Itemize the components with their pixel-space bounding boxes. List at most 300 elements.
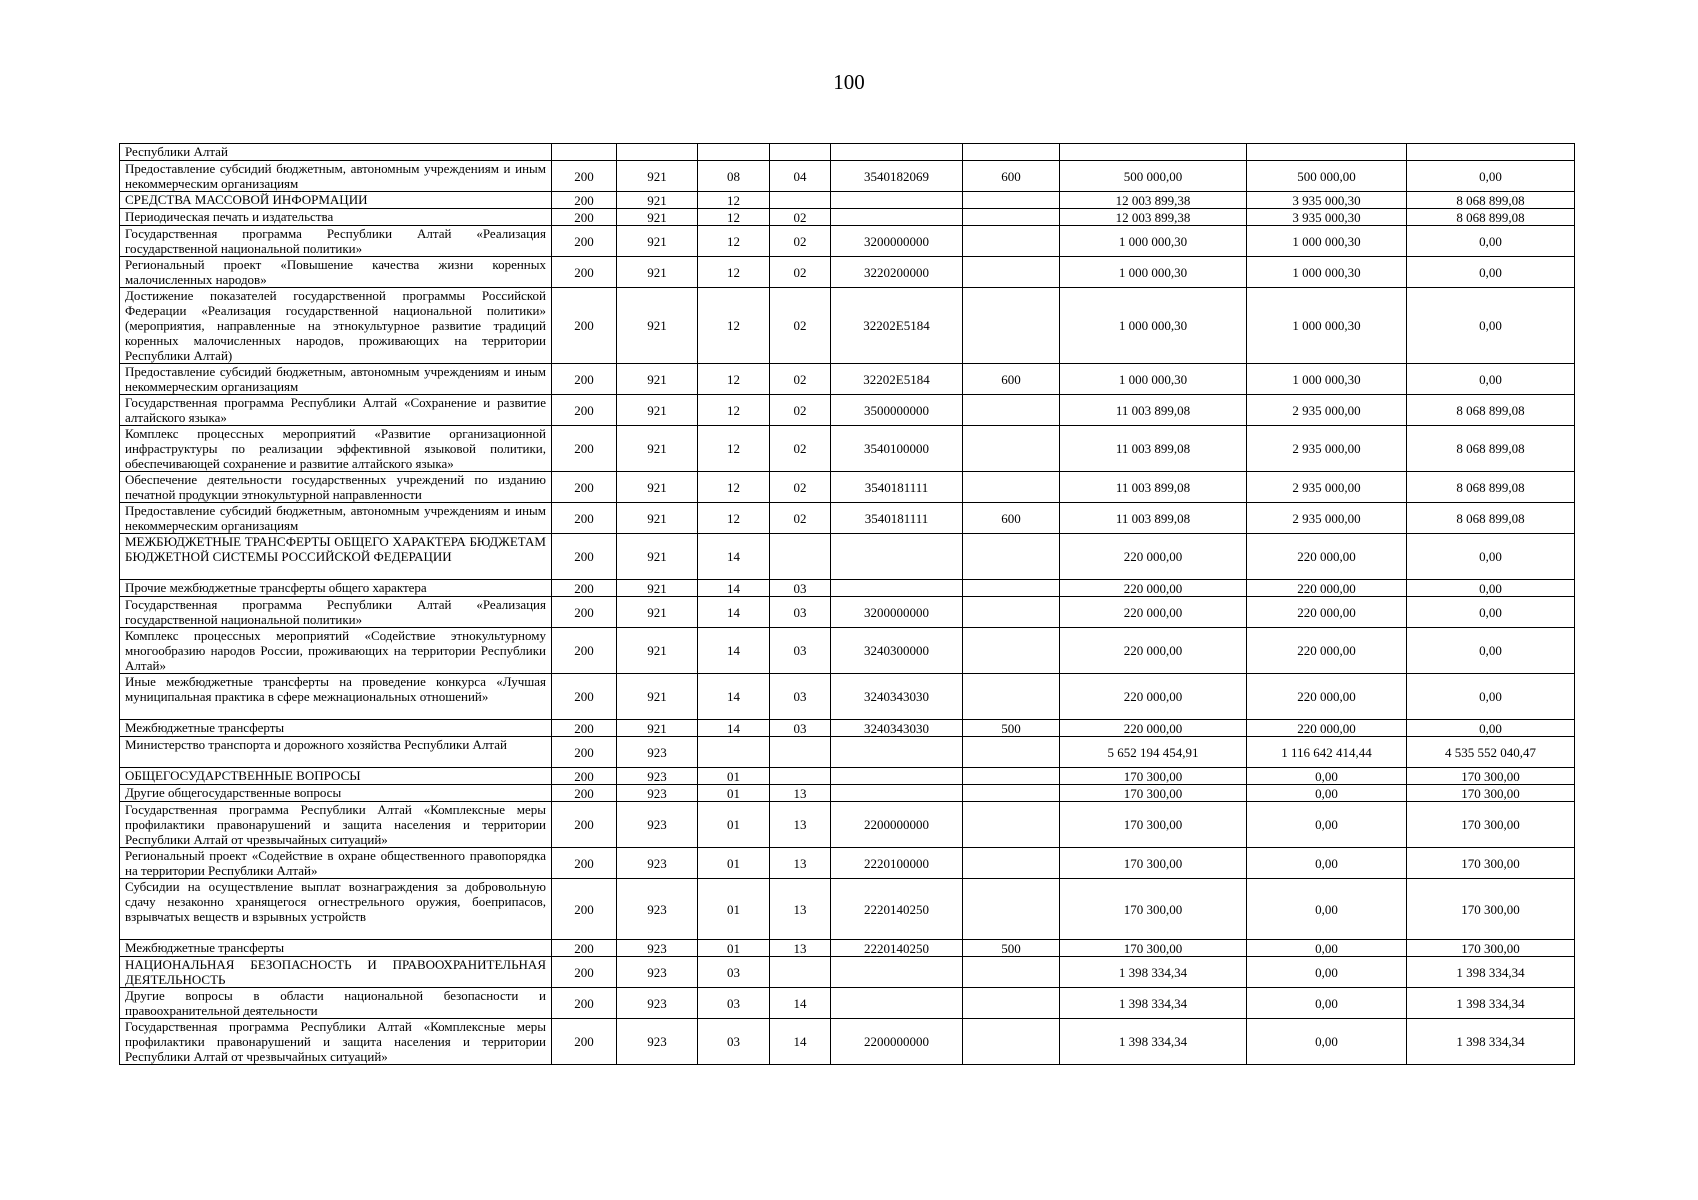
- cell-expense-type-code: [963, 534, 1060, 580]
- cell-subsection-code: 03: [770, 597, 831, 628]
- cell-admin-code: 200: [552, 988, 617, 1019]
- cell-target-article-code: 3220200000: [831, 257, 963, 288]
- cell-amount-regional: 8 068 899,08: [1407, 192, 1575, 209]
- table-row: [120, 628, 1575, 674]
- cell-expense-name: Государственная программа Республики Алтай «Реализация государственной национальной политики»: [120, 597, 552, 628]
- cell-subsection-code: [770, 737, 831, 768]
- cell-target-article-code: 2220140250: [831, 940, 963, 957]
- cell-ministry-code: 921: [617, 395, 698, 426]
- cell-target-article-code: 2200000000: [831, 1019, 963, 1065]
- cell-subsection-code: 02: [770, 288, 831, 364]
- cell-expense-name: Региональный проект «Содействие в охране общественного правопорядка на территории Республики Алтай»: [120, 848, 552, 879]
- cell-expense-name: МЕЖБЮДЖЕТНЫЕ ТРАНСФЕРТЫ ОБЩЕГО ХАРАКТЕРА БЮДЖЕТАМ БЮДЖЕТНОЙ СИСТЕМЫ РОССИЙСКОЙ ФЕДЕРАЦИИ: [120, 534, 552, 580]
- cell-amount-regional: 0,00: [1407, 628, 1575, 674]
- cell-amount-federal: 220 000,00: [1247, 674, 1407, 720]
- cell-amount-federal: 0,00: [1247, 957, 1407, 988]
- cell-amount-regional: 8 068 899,08: [1407, 426, 1575, 472]
- cell-expense-name: ОБЩЕГОСУДАРСТВЕННЫЕ ВОПРОСЫ: [120, 768, 552, 785]
- cell-amount-regional: 0,00: [1407, 674, 1575, 720]
- cell-amount-federal: 2 935 000,00: [1247, 395, 1407, 426]
- cell-amount-regional: 1 398 334,34: [1407, 988, 1575, 1019]
- cell-section-code: 01: [698, 802, 770, 848]
- table-row: [120, 364, 1575, 395]
- cell-ministry-code: 921: [617, 580, 698, 597]
- cell-ministry-code: 921: [617, 472, 698, 503]
- cell-section-code: [698, 144, 770, 161]
- cell-target-article-code: [831, 988, 963, 1019]
- cell-subsection-code: 03: [770, 580, 831, 597]
- budget-table-body: [120, 144, 1575, 1065]
- cell-admin-code: 200: [552, 257, 617, 288]
- cell-section-code: 01: [698, 879, 770, 940]
- cell-section-code: [698, 737, 770, 768]
- cell-target-article-code: 2220140250: [831, 879, 963, 940]
- cell-ministry-code: 921: [617, 257, 698, 288]
- cell-admin-code: 200: [552, 720, 617, 737]
- cell-subsection-code: [770, 957, 831, 988]
- page-number: 100: [833, 70, 865, 94]
- table-row: [120, 395, 1575, 426]
- cell-amount-federal: 3 935 000,30: [1247, 209, 1407, 226]
- cell-admin-code: 200: [552, 957, 617, 988]
- table-row: [120, 802, 1575, 848]
- cell-admin-code: 200: [552, 674, 617, 720]
- cell-target-article-code: 3200000000: [831, 597, 963, 628]
- cell-expense-type-code: [963, 144, 1060, 161]
- cell-amount-regional: 170 300,00: [1407, 768, 1575, 785]
- cell-section-code: 14: [698, 580, 770, 597]
- cell-ministry-code: 921: [617, 226, 698, 257]
- cell-subsection-code: 03: [770, 628, 831, 674]
- cell-amount-regional: [1407, 144, 1575, 161]
- cell-target-article-code: 3540181111: [831, 472, 963, 503]
- cell-target-article-code: [831, 785, 963, 802]
- cell-admin-code: 200: [552, 848, 617, 879]
- cell-target-article-code: 32202E5184: [831, 364, 963, 395]
- cell-amount-total: 1 000 000,30: [1060, 226, 1247, 257]
- cell-section-code: 12: [698, 257, 770, 288]
- cell-amount-total: [1060, 144, 1247, 161]
- cell-admin-code: 200: [552, 209, 617, 226]
- cell-amount-total: 220 000,00: [1060, 534, 1247, 580]
- cell-expense-type-code: [963, 472, 1060, 503]
- cell-admin-code: 200: [552, 737, 617, 768]
- cell-target-article-code: [831, 209, 963, 226]
- cell-expense-name: Республики Алтай: [120, 144, 552, 161]
- cell-expense-type-code: [963, 209, 1060, 226]
- table-row: [120, 1019, 1575, 1065]
- cell-amount-total: 12 003 899,38: [1060, 209, 1247, 226]
- cell-section-code: 12: [698, 192, 770, 209]
- cell-ministry-code: 921: [617, 503, 698, 534]
- cell-target-article-code: 2220100000: [831, 848, 963, 879]
- cell-target-article-code: 3240343030: [831, 720, 963, 737]
- cell-expense-type-code: [963, 597, 1060, 628]
- cell-expense-type-code: [963, 226, 1060, 257]
- cell-expense-name: СРЕДСТВА МАССОВОЙ ИНФОРМАЦИИ: [120, 192, 552, 209]
- cell-subsection-code: 02: [770, 472, 831, 503]
- cell-amount-regional: 0,00: [1407, 226, 1575, 257]
- cell-ministry-code: 923: [617, 768, 698, 785]
- table-row: [120, 737, 1575, 768]
- cell-subsection-code: 13: [770, 785, 831, 802]
- cell-ministry-code: 923: [617, 737, 698, 768]
- cell-subsection-code: [770, 768, 831, 785]
- cell-amount-total: 11 003 899,08: [1060, 426, 1247, 472]
- cell-amount-regional: 1 398 334,34: [1407, 1019, 1575, 1065]
- table-row: [120, 144, 1575, 161]
- cell-amount-total: 11 003 899,08: [1060, 472, 1247, 503]
- cell-amount-federal: 0,00: [1247, 940, 1407, 957]
- table-row: [120, 580, 1575, 597]
- cell-target-article-code: 3540182069: [831, 161, 963, 192]
- cell-ministry-code: 921: [617, 288, 698, 364]
- cell-admin-code: 200: [552, 940, 617, 957]
- cell-expense-type-code: [963, 737, 1060, 768]
- cell-amount-regional: 0,00: [1407, 257, 1575, 288]
- cell-amount-total: 170 300,00: [1060, 802, 1247, 848]
- cell-amount-total: 1 398 334,34: [1060, 957, 1247, 988]
- cell-expense-name: Государственная программа Республики Алтай «Сохранение и развитие алтайского языка»: [120, 395, 552, 426]
- cell-amount-regional: 170 300,00: [1407, 879, 1575, 940]
- table-row: [120, 192, 1575, 209]
- cell-expense-type-code: [963, 988, 1060, 1019]
- cell-amount-federal: 1 116 642 414,44: [1247, 737, 1407, 768]
- cell-expense-name: Государственная программа Республики Алтай «Комплексные меры профилактики правонарушений и защита населения и территории Республики Алтай от чрезвычайных ситуаций»: [120, 802, 552, 848]
- cell-expense-name: Другие общегосударственные вопросы: [120, 785, 552, 802]
- cell-target-article-code: 32202E5184: [831, 288, 963, 364]
- cell-admin-code: [552, 144, 617, 161]
- cell-target-article-code: [831, 768, 963, 785]
- cell-admin-code: 200: [552, 879, 617, 940]
- cell-expense-name: Межбюджетные трансферты: [120, 940, 552, 957]
- cell-subsection-code: 13: [770, 802, 831, 848]
- cell-amount-total: 220 000,00: [1060, 674, 1247, 720]
- cell-section-code: 12: [698, 288, 770, 364]
- table-row: [120, 161, 1575, 192]
- cell-expense-type-code: 500: [963, 720, 1060, 737]
- cell-subsection-code: 03: [770, 674, 831, 720]
- cell-expense-type-code: [963, 802, 1060, 848]
- cell-admin-code: 200: [552, 597, 617, 628]
- cell-section-code: 14: [698, 597, 770, 628]
- cell-amount-total: 1 000 000,30: [1060, 257, 1247, 288]
- cell-amount-regional: 1 398 334,34: [1407, 957, 1575, 988]
- cell-expense-name: Межбюджетные трансферты: [120, 720, 552, 737]
- cell-section-code: 14: [698, 534, 770, 580]
- table-row: [120, 426, 1575, 472]
- cell-amount-total: 11 003 899,08: [1060, 395, 1247, 426]
- cell-ministry-code: 921: [617, 534, 698, 580]
- cell-subsection-code: [770, 192, 831, 209]
- cell-amount-total: 500 000,00: [1060, 161, 1247, 192]
- cell-expense-name: Достижение показателей государственной программы Российской Федерации «Реализация государственной национальной политики» (мероприятия, направленные на этнокультурное развитие традиций коренных малочисленных народов, проживающих на территории Республики Алтай): [120, 288, 552, 364]
- cell-amount-federal: 220 000,00: [1247, 628, 1407, 674]
- cell-amount-federal: 0,00: [1247, 1019, 1407, 1065]
- table-row: [120, 957, 1575, 988]
- cell-ministry-code: 921: [617, 628, 698, 674]
- cell-amount-total: 170 300,00: [1060, 768, 1247, 785]
- cell-section-code: 12: [698, 209, 770, 226]
- cell-amount-total: 220 000,00: [1060, 580, 1247, 597]
- table-row: [120, 720, 1575, 737]
- cell-expense-type-code: 600: [963, 364, 1060, 395]
- cell-amount-total: 1 398 334,34: [1060, 988, 1247, 1019]
- cell-amount-regional: 4 535 552 040,47: [1407, 737, 1575, 768]
- cell-section-code: 03: [698, 988, 770, 1019]
- cell-amount-regional: 170 300,00: [1407, 802, 1575, 848]
- cell-target-article-code: 3540100000: [831, 426, 963, 472]
- cell-amount-total: 11 003 899,08: [1060, 503, 1247, 534]
- table-row: [120, 534, 1575, 580]
- cell-subsection-code: 02: [770, 364, 831, 395]
- cell-section-code: 01: [698, 848, 770, 879]
- table-row: [120, 209, 1575, 226]
- cell-expense-name: Предоставление субсидий бюджетным, автономным учреждениям и иным некоммерческим организациям: [120, 503, 552, 534]
- cell-amount-federal: 1 000 000,30: [1247, 226, 1407, 257]
- table-row: [120, 472, 1575, 503]
- cell-amount-regional: 0,00: [1407, 534, 1575, 580]
- cell-subsection-code: 02: [770, 426, 831, 472]
- cell-section-code: 12: [698, 364, 770, 395]
- cell-section-code: 12: [698, 503, 770, 534]
- table-row: [120, 879, 1575, 940]
- cell-expense-type-code: [963, 879, 1060, 940]
- cell-subsection-code: [770, 534, 831, 580]
- cell-expense-name: Министерство транспорта и дорожного хозяйства Республики Алтай: [120, 737, 552, 768]
- cell-admin-code: 200: [552, 395, 617, 426]
- cell-ministry-code: 921: [617, 192, 698, 209]
- cell-admin-code: 200: [552, 226, 617, 257]
- cell-amount-federal: 1 000 000,30: [1247, 288, 1407, 364]
- cell-amount-regional: 0,00: [1407, 364, 1575, 395]
- cell-ministry-code: [617, 144, 698, 161]
- cell-section-code: 12: [698, 426, 770, 472]
- cell-subsection-code: 14: [770, 988, 831, 1019]
- cell-expense-name: Обеспечение деятельности государственных учреждений по изданию печатной продукции этнокультурной направленности: [120, 472, 552, 503]
- cell-expense-type-code: [963, 785, 1060, 802]
- cell-admin-code: 200: [552, 785, 617, 802]
- cell-subsection-code: 02: [770, 395, 831, 426]
- cell-target-article-code: 3540181111: [831, 503, 963, 534]
- cell-expense-name: Субсидии на осуществление выплат вознаграждения за добровольную сдачу незаконно хранящегося огнестрельного оружия, боеприпасов, взрывчатых веществ и взрывных устройств: [120, 879, 552, 940]
- cell-amount-regional: 8 068 899,08: [1407, 209, 1575, 226]
- cell-subsection-code: 14: [770, 1019, 831, 1065]
- cell-admin-code: 200: [552, 472, 617, 503]
- cell-expense-name: Предоставление субсидий бюджетным, автономным учреждениям и иным некоммерческим организациям: [120, 364, 552, 395]
- cell-ministry-code: 921: [617, 426, 698, 472]
- cell-expense-name: Комплекс процессных мероприятий «Содействие этнокультурному многообразию народов России, проживающих на территории Республики Алтай»: [120, 628, 552, 674]
- cell-section-code: 01: [698, 940, 770, 957]
- cell-subsection-code: 02: [770, 257, 831, 288]
- table-row: [120, 503, 1575, 534]
- cell-subsection-code: 13: [770, 940, 831, 957]
- cell-amount-federal: 220 000,00: [1247, 597, 1407, 628]
- cell-section-code: 14: [698, 628, 770, 674]
- table-row: [120, 674, 1575, 720]
- cell-amount-federal: 2 935 000,00: [1247, 472, 1407, 503]
- cell-amount-total: 1 000 000,30: [1060, 364, 1247, 395]
- table-row: [120, 226, 1575, 257]
- cell-expense-type-code: [963, 674, 1060, 720]
- cell-expense-type-code: 600: [963, 503, 1060, 534]
- cell-amount-regional: 0,00: [1407, 161, 1575, 192]
- cell-expense-name: Другие вопросы в области национальной безопасности и правоохранительной деятельности: [120, 988, 552, 1019]
- cell-subsection-code: 13: [770, 879, 831, 940]
- cell-target-article-code: 3500000000: [831, 395, 963, 426]
- cell-expense-type-code: [963, 257, 1060, 288]
- budget-table: [119, 143, 1575, 1065]
- cell-ministry-code: 923: [617, 957, 698, 988]
- cell-section-code: 14: [698, 720, 770, 737]
- table-row: [120, 940, 1575, 957]
- cell-admin-code: 200: [552, 192, 617, 209]
- cell-expense-type-code: [963, 395, 1060, 426]
- cell-amount-regional: 170 300,00: [1407, 940, 1575, 957]
- cell-section-code: 12: [698, 395, 770, 426]
- cell-amount-regional: 0,00: [1407, 580, 1575, 597]
- cell-amount-federal: [1247, 144, 1407, 161]
- cell-admin-code: 200: [552, 364, 617, 395]
- cell-amount-total: 220 000,00: [1060, 720, 1247, 737]
- cell-ministry-code: 923: [617, 988, 698, 1019]
- cell-amount-total: 1 000 000,30: [1060, 288, 1247, 364]
- cell-amount-total: 220 000,00: [1060, 628, 1247, 674]
- cell-amount-federal: 500 000,00: [1247, 161, 1407, 192]
- table-row: [120, 288, 1575, 364]
- table-row: [120, 768, 1575, 785]
- cell-ministry-code: 923: [617, 802, 698, 848]
- cell-amount-federal: 2 935 000,00: [1247, 426, 1407, 472]
- cell-admin-code: 200: [552, 768, 617, 785]
- cell-ministry-code: 921: [617, 674, 698, 720]
- cell-amount-federal: 0,00: [1247, 768, 1407, 785]
- cell-amount-regional: 8 068 899,08: [1407, 472, 1575, 503]
- cell-expense-name: Прочие межбюджетные трансферты общего характера: [120, 580, 552, 597]
- cell-ministry-code: 923: [617, 1019, 698, 1065]
- cell-admin-code: 200: [552, 580, 617, 597]
- cell-section-code: 03: [698, 957, 770, 988]
- cell-expense-type-code: [963, 768, 1060, 785]
- cell-expense-type-code: [963, 1019, 1060, 1065]
- cell-target-article-code: 3200000000: [831, 226, 963, 257]
- cell-target-article-code: [831, 580, 963, 597]
- cell-section-code: 03: [698, 1019, 770, 1065]
- cell-subsection-code: 03: [770, 720, 831, 737]
- cell-expense-type-code: [963, 192, 1060, 209]
- cell-amount-regional: 170 300,00: [1407, 848, 1575, 879]
- cell-section-code: 08: [698, 161, 770, 192]
- cell-amount-federal: 0,00: [1247, 879, 1407, 940]
- cell-amount-federal: 220 000,00: [1247, 534, 1407, 580]
- cell-ministry-code: 921: [617, 364, 698, 395]
- cell-expense-type-code: [963, 580, 1060, 597]
- cell-amount-regional: 0,00: [1407, 597, 1575, 628]
- cell-amount-federal: 2 935 000,00: [1247, 503, 1407, 534]
- cell-expense-name: Государственная программа Республики Алтай «Комплексные меры профилактики правонарушений и защита населения и территории Республики Алтай от чрезвычайных ситуаций»: [120, 1019, 552, 1065]
- cell-amount-total: 170 300,00: [1060, 879, 1247, 940]
- cell-subsection-code: 02: [770, 503, 831, 534]
- cell-expense-name: Предоставление субсидий бюджетным, автономным учреждениям и иным некоммерческим организациям: [120, 161, 552, 192]
- cell-ministry-code: 921: [617, 161, 698, 192]
- cell-subsection-code: 02: [770, 226, 831, 257]
- cell-amount-federal: 0,00: [1247, 785, 1407, 802]
- cell-amount-total: 170 300,00: [1060, 848, 1247, 879]
- cell-target-article-code: [831, 192, 963, 209]
- cell-amount-federal: 1 000 000,30: [1247, 257, 1407, 288]
- cell-amount-federal: 220 000,00: [1247, 580, 1407, 597]
- cell-admin-code: 200: [552, 1019, 617, 1065]
- cell-target-article-code: [831, 957, 963, 988]
- table-row: [120, 257, 1575, 288]
- cell-expense-type-code: [963, 288, 1060, 364]
- cell-amount-total: 1 398 334,34: [1060, 1019, 1247, 1065]
- cell-subsection-code: 13: [770, 848, 831, 879]
- cell-admin-code: 200: [552, 288, 617, 364]
- cell-subsection-code: 02: [770, 209, 831, 226]
- cell-ministry-code: 923: [617, 940, 698, 957]
- cell-amount-federal: 3 935 000,30: [1247, 192, 1407, 209]
- cell-expense-name: Иные межбюджетные трансферты на проведение конкурса «Лучшая муниципальная практика в сфере межнациональных отношений»: [120, 674, 552, 720]
- cell-expense-type-code: [963, 957, 1060, 988]
- cell-amount-federal: 220 000,00: [1247, 720, 1407, 737]
- cell-expense-name: Региональный проект «Повышение качества жизни коренных малочисленных народов»: [120, 257, 552, 288]
- cell-admin-code: 200: [552, 802, 617, 848]
- cell-amount-regional: 8 068 899,08: [1407, 503, 1575, 534]
- cell-ministry-code: 923: [617, 879, 698, 940]
- cell-ministry-code: 921: [617, 597, 698, 628]
- cell-amount-total: 170 300,00: [1060, 785, 1247, 802]
- cell-expense-type-code: [963, 848, 1060, 879]
- cell-amount-total: 170 300,00: [1060, 940, 1247, 957]
- cell-target-article-code: 3240300000: [831, 628, 963, 674]
- cell-admin-code: 200: [552, 534, 617, 580]
- cell-admin-code: 200: [552, 628, 617, 674]
- cell-amount-regional: 0,00: [1407, 288, 1575, 364]
- cell-amount-federal: 0,00: [1247, 988, 1407, 1019]
- cell-expense-type-code: [963, 628, 1060, 674]
- cell-section-code: 14: [698, 674, 770, 720]
- cell-section-code: 12: [698, 472, 770, 503]
- table-row: [120, 785, 1575, 802]
- cell-expense-name: Периодическая печать и издательства: [120, 209, 552, 226]
- cell-expense-name: НАЦИОНАЛЬНАЯ БЕЗОПАСНОСТЬ И ПРАВООХРАНИТЕЛЬНАЯ ДЕЯТЕЛЬНОСТЬ: [120, 957, 552, 988]
- cell-admin-code: 200: [552, 503, 617, 534]
- table-row: [120, 988, 1575, 1019]
- cell-amount-regional: 170 300,00: [1407, 785, 1575, 802]
- cell-subsection-code: [770, 144, 831, 161]
- cell-subsection-code: 04: [770, 161, 831, 192]
- cell-amount-federal: 0,00: [1247, 802, 1407, 848]
- cell-target-article-code: [831, 534, 963, 580]
- cell-expense-type-code: 600: [963, 161, 1060, 192]
- cell-section-code: 01: [698, 768, 770, 785]
- cell-amount-regional: 8 068 899,08: [1407, 395, 1575, 426]
- cell-target-article-code: 3240343030: [831, 674, 963, 720]
- cell-expense-name: Комплекс процессных мероприятий «Развитие организационной инфраструктуры по реализации эффективной языковой политики, обеспечивающей сохранение и развитие алтайского языка»: [120, 426, 552, 472]
- cell-admin-code: 200: [552, 426, 617, 472]
- cell-section-code: 01: [698, 785, 770, 802]
- cell-ministry-code: 921: [617, 720, 698, 737]
- cell-ministry-code: 923: [617, 848, 698, 879]
- cell-amount-federal: 0,00: [1247, 848, 1407, 879]
- cell-admin-code: 200: [552, 161, 617, 192]
- cell-expense-name: Государственная программа Республики Алтай «Реализация государственной национальной политики»: [120, 226, 552, 257]
- cell-amount-total: 12 003 899,38: [1060, 192, 1247, 209]
- cell-expense-type-code: 500: [963, 940, 1060, 957]
- cell-ministry-code: 921: [617, 209, 698, 226]
- cell-amount-federal: 1 000 000,30: [1247, 364, 1407, 395]
